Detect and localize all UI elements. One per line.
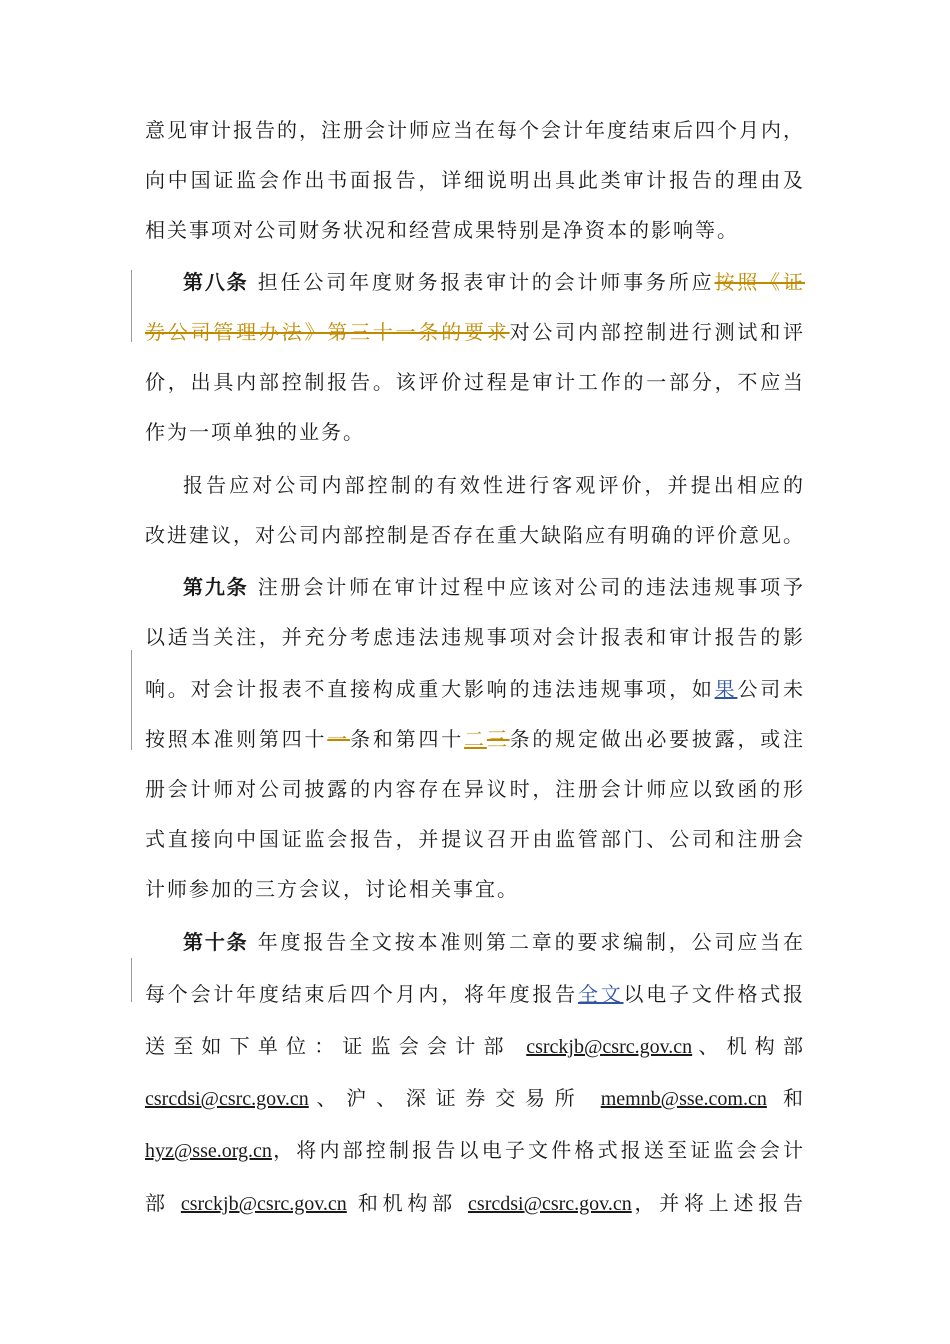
article-10-line xyxy=(145,1078,805,1118)
text-run: 条的规定做出必要披露，或注 xyxy=(509,727,806,751)
article-10-line xyxy=(145,974,805,1014)
text-run: 、机构部 xyxy=(692,1034,806,1058)
text-run: 对公司内部控制进行测试和评 xyxy=(509,320,806,344)
article-10-line xyxy=(145,1183,805,1223)
deleted-text: 按照《证 xyxy=(714,270,806,294)
email-link[interactable]: csrckjb@csrc.gov.cn xyxy=(526,1036,693,1058)
email-link[interactable]: csrcdsi@csrc.gov.cn xyxy=(145,1088,309,1110)
text-run: 式直接向中国证监会报告，并提议召开由监管部门、公司和注册会 xyxy=(145,827,805,851)
text-run: 公司未 xyxy=(737,677,806,701)
email-link[interactable]: csrcdsi@csrc.gov.cn xyxy=(468,1193,632,1215)
article-9-line xyxy=(145,769,805,809)
article-9-title: 第九条 xyxy=(183,575,249,599)
text-run: 按照本准则第四十 xyxy=(145,727,328,751)
deleted-text: 一 xyxy=(327,727,351,751)
inserted-text: 二 xyxy=(464,727,487,751)
deleted-text: 三 xyxy=(486,727,510,751)
article-8-line xyxy=(183,262,805,302)
text-run: ，将内部控制报告以电子文件格式报送至证监会会计 xyxy=(271,1138,805,1162)
text-run: 和 xyxy=(783,1086,805,1110)
paragraph-line xyxy=(183,465,805,505)
text-run: 相关事项对公司财务状况和经营成果特别是净资本的影响等。 xyxy=(145,218,739,242)
article-8-line xyxy=(145,312,805,352)
article-10-line xyxy=(145,1130,805,1170)
text-run: 报告应对公司内部控制的有效性进行客观评价，并提出相应的 xyxy=(183,473,805,497)
text-run: 意见审计报告的，注册会计师应当在每个会计年度结束后四个月内， xyxy=(145,118,805,142)
text-run: 册会计师对公司披露的内容存在异议时，注册会计师应以致函的形 xyxy=(145,777,805,801)
article-9-line xyxy=(145,617,805,657)
article-9-line xyxy=(145,719,805,759)
paragraph-line xyxy=(145,515,805,555)
article-9-line xyxy=(145,819,805,859)
text-run: 改进建议，对公司内部控制是否存在重大缺陷应有明确的评价意见。 xyxy=(145,523,805,547)
text-run: 条和第四十 xyxy=(350,727,465,751)
text-run: 部 xyxy=(145,1191,170,1215)
article-8-line xyxy=(145,412,805,452)
text-run: 送至如下单位：证监会会计部 xyxy=(145,1034,512,1058)
paragraph-line xyxy=(145,160,805,200)
article-10-title: 第十条 xyxy=(183,930,249,954)
text-run: 向中国证监会作出书面报告，详细说明出具此类审计报告的理由及 xyxy=(145,168,805,192)
article-8-line xyxy=(145,362,805,402)
email-link[interactable]: hyz@sse.org.cn xyxy=(145,1140,272,1162)
text-run: 担任公司年度财务报表审计的会计师事务所应 xyxy=(257,270,715,294)
article-9-line xyxy=(145,869,805,909)
change-bar xyxy=(131,270,132,342)
change-bar xyxy=(131,650,132,750)
text-run: 年度报告全文按本准则第二章的要求编制，公司应当在 xyxy=(257,930,806,954)
text-run: 、沪、深证券交易所 xyxy=(308,1086,585,1110)
text-run: 作为一项单独的业务。 xyxy=(145,420,365,444)
text-run: ，并将上述报告 xyxy=(631,1191,806,1215)
article-9-line xyxy=(145,669,805,709)
text-run: 每个会计年度结束后四个月内，将年度报告 xyxy=(145,982,578,1006)
text-run: 和机构部 xyxy=(357,1191,457,1215)
email-link[interactable]: memnb@sse.com.cn xyxy=(600,1088,767,1110)
text-run: 响。对会计报表不直接构成重大影响的违法违规事项，如 xyxy=(145,677,715,701)
text-run: 注册会计师在审计过程中应该对公司的违法违规事项予 xyxy=(257,575,806,599)
paragraph-line xyxy=(145,210,805,250)
email-link[interactable]: csrckjb@csrc.gov.cn xyxy=(180,1193,347,1215)
deleted-text: 券公司管理办法》第三十一条的要求 xyxy=(145,320,510,344)
article-8-title: 第八条 xyxy=(183,270,249,294)
article-10-line xyxy=(183,922,805,962)
comment-marked-text[interactable]: 果 xyxy=(714,677,738,701)
text-run: 价，出具内部控制报告。该评价过程是审计工作的一部分，不应当 xyxy=(145,370,805,394)
article-10-line xyxy=(145,1026,805,1066)
comment-marked-text[interactable]: 全文 xyxy=(577,982,624,1006)
change-bar xyxy=(131,958,132,1002)
article-9-line xyxy=(183,567,805,607)
text-run: 以适当关注，并充分考虑违法违规事项对会计报表和审计报告的影 xyxy=(145,625,805,649)
text-run: 以电子文件格式报 xyxy=(623,982,806,1006)
text-run: 计师参加的三方会议，讨论相关事宜。 xyxy=(145,877,519,901)
paragraph-line xyxy=(145,110,805,150)
